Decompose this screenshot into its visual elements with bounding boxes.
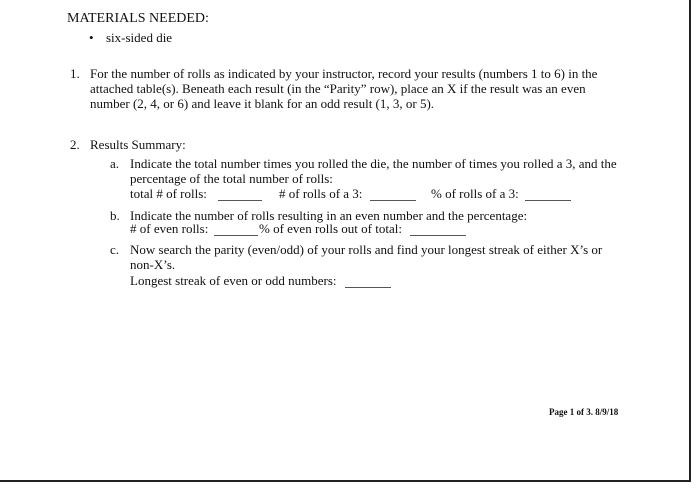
q2c-streak-blank[interactable] <box>345 286 391 288</box>
q2b-even-label: # of even rolls: <box>130 221 209 236</box>
q2b-even-blank[interactable] <box>214 234 258 236</box>
q2b-letter: b. <box>110 208 120 223</box>
q2a-line-1: Indicate the total number times you rolled the die, the number of times you rolled a 3, and the <box>130 156 617 171</box>
q2c-streak-label: Longest streak of even or odd numbers: <box>130 273 337 288</box>
q2a-threes-blank[interactable] <box>370 199 416 201</box>
q2a-pct-blank[interactable] <box>525 199 571 201</box>
q2c-letter: c. <box>110 242 120 257</box>
q2-title: Results Summary: <box>90 137 186 152</box>
q2b-pct-label: % of even rolls out of total: <box>259 221 402 236</box>
q2a-threes-label: # of rolls of a 3: <box>279 186 363 201</box>
materials-heading: MATERIALS NEEDED: <box>67 11 209 26</box>
q1-number: 1. <box>70 66 80 81</box>
bullet-icon: • <box>89 30 94 45</box>
page-footer: Page 1 of 3. 8/9/18 <box>549 407 619 417</box>
q2a-total-label: total # of rolls: <box>130 186 207 201</box>
q2b-pct-blank[interactable] <box>410 234 466 236</box>
materials-item: six-sided die <box>106 30 173 45</box>
q1-line-1: For the number of rolls as indicated by your instructor, record your results (numbers 1 to 6) in the <box>90 66 598 81</box>
q2b-line: Indicate the number of rolls resulting in an even number and the percentage: <box>130 208 528 223</box>
q2a-line-2: percentage of the total number of rolls: <box>130 171 333 186</box>
q1-line-2: attached table(s). Beneath each result (in the “Parity” row), place an X if the result was an even <box>90 81 586 96</box>
q2a-total-blank[interactable] <box>218 199 262 201</box>
q1-line-3: number (2, 4, or 6) and leave it blank for an odd result (1, 3, or 5). <box>90 96 435 111</box>
q2c-line-2: non-X’s. <box>130 257 176 272</box>
q2-number: 2. <box>70 137 80 152</box>
q2a-pct-label: % of rolls of a 3: <box>431 186 519 201</box>
q2a-letter: a. <box>110 156 120 171</box>
q2c-line-1: Now search the parity (even/odd) of your rolls and find your longest streak of either X’s or <box>130 242 603 257</box>
